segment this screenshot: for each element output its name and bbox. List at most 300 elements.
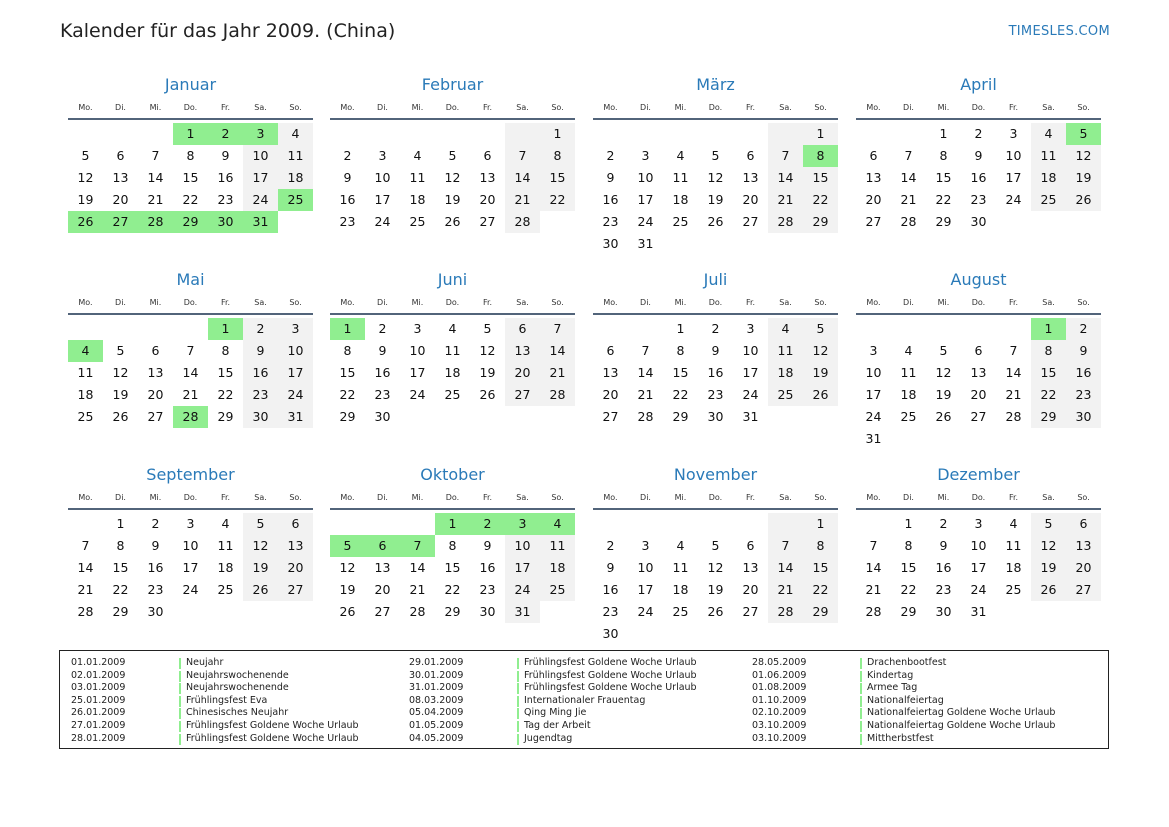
day-cell: 14: [182, 365, 199, 380]
week-row: [68, 406, 313, 428]
week-row: [68, 579, 313, 601]
day-cell: 17: [182, 560, 199, 575]
day-cell: 24: [637, 604, 654, 619]
header-rule: [856, 313, 1101, 315]
holiday-cell: 2: [208, 123, 243, 145]
weekday-label: Sa.: [254, 493, 267, 502]
day-cell: 27: [479, 214, 496, 229]
day-cell: 9: [483, 538, 492, 553]
holiday-cell: 1: [173, 123, 208, 145]
day-cell: 7: [505, 145, 540, 167]
day-cell: 24: [243, 189, 278, 211]
holiday-cell: 3: [505, 513, 540, 535]
empty-cell: [803, 233, 838, 255]
day-cell: 6: [151, 343, 160, 358]
month-2: [330, 74, 575, 233]
day-cell: 14: [637, 365, 654, 380]
weekday-label: So.: [289, 493, 302, 502]
empty-cell: [628, 623, 663, 645]
empty-cell: [663, 623, 698, 645]
weekday-label: Mi.: [674, 493, 687, 502]
legend-row: [409, 657, 697, 670]
legend-row: [71, 707, 359, 720]
weekday-label: Fr.: [745, 298, 756, 307]
brand-link[interactable]: TIMESLES.COM: [1008, 24, 1110, 39]
day-cell: 8: [221, 343, 230, 358]
month-12: [856, 464, 1101, 623]
empty-cell: [68, 513, 103, 535]
day-grid: [330, 513, 575, 623]
empty-cell: [698, 233, 733, 255]
week-row: [593, 233, 838, 255]
weekday-label: Mi.: [674, 298, 687, 307]
day-cell: 20: [374, 582, 391, 597]
holiday-date: 28.05.2009: [752, 657, 807, 668]
header-rule: [68, 508, 313, 510]
day-cell: 5: [116, 343, 125, 358]
day-cell: 12: [803, 340, 838, 362]
day-cell: 3: [746, 321, 755, 336]
weekday-label: Sa.: [779, 298, 792, 307]
day-cell: 25: [540, 579, 575, 601]
day-cell: 13: [374, 560, 391, 575]
week-row: [856, 535, 1101, 557]
weekday-label: Di.: [377, 103, 388, 112]
weekday-label: Do.: [708, 103, 723, 112]
holiday-cell: 31: [243, 211, 278, 233]
weekday-label: Fr.: [220, 103, 231, 112]
holiday-date: 26.01.2009: [71, 707, 126, 719]
holiday-cell: 4: [540, 513, 575, 535]
day-cell: 2: [606, 538, 615, 553]
day-cell: 5: [711, 148, 720, 163]
holiday-marker: [860, 658, 862, 669]
weekday-header: [68, 490, 313, 506]
empty-cell: [768, 233, 803, 255]
day-cell: 12: [1066, 145, 1101, 167]
day-cell: 7: [186, 343, 195, 358]
legend-row: [752, 695, 1055, 708]
day-cell: 5: [939, 343, 948, 358]
day-cell: 29: [935, 214, 952, 229]
day-cell: 16: [147, 560, 164, 575]
day-cell: 31: [505, 601, 540, 623]
weekday-label: Sa.: [1042, 298, 1055, 307]
holiday-name: Internationaler Frauentag: [524, 694, 646, 706]
day-cell: 9: [243, 340, 278, 362]
day-cell: 20: [479, 192, 496, 207]
day-cell: 18: [672, 192, 689, 207]
holiday-name: Nationalfeiertag Goldene Woche Urlaub: [867, 719, 1056, 731]
day-cell: 23: [602, 214, 619, 229]
month-name: Februar: [421, 75, 484, 94]
day-cell: 8: [540, 145, 575, 167]
holiday-cell: 3: [243, 123, 278, 145]
holiday-date: 03.10.2009: [752, 719, 807, 731]
empty-cell: [698, 123, 733, 145]
week-row: [856, 406, 1101, 428]
weekday-label: Do.: [183, 298, 198, 307]
week-row: [593, 362, 838, 384]
day-cell: 15: [672, 365, 689, 380]
legend-row: [752, 707, 1055, 720]
day-cell: 6: [483, 148, 492, 163]
day-cell: 15: [1031, 362, 1066, 384]
day-cell: 27: [865, 214, 882, 229]
empty-cell: [768, 623, 803, 645]
day-cell: 24: [505, 579, 540, 601]
holiday-date: 05.04.2009: [409, 707, 464, 719]
empty-cell: [733, 233, 768, 255]
week-row: [593, 579, 838, 601]
month-1: [68, 74, 313, 233]
weekday-label: Mo.: [340, 298, 355, 307]
weekday-label: Do.: [971, 103, 986, 112]
day-cell: 9: [939, 538, 948, 553]
header-rule: [593, 313, 838, 315]
day-cell: 5: [243, 513, 278, 535]
week-row: [68, 557, 313, 579]
holiday-cell: 5: [330, 535, 365, 557]
day-cell: 3: [378, 148, 387, 163]
week-row: [68, 340, 313, 362]
day-cell: 29: [444, 604, 461, 619]
day-cell: 11: [540, 535, 575, 557]
day-cell: 20: [742, 582, 759, 597]
day-cell: 21: [768, 189, 803, 211]
day-cell: 23: [339, 214, 356, 229]
day-cell: 25: [77, 409, 94, 424]
empty-cell: [628, 123, 663, 145]
weekday-label: So.: [551, 493, 564, 502]
day-cell: 10: [243, 145, 278, 167]
day-cell: 11: [409, 170, 426, 185]
day-cell: 14: [1005, 365, 1022, 380]
week-row: [593, 340, 838, 362]
day-cell: 16: [217, 170, 234, 185]
empty-cell: [173, 601, 208, 623]
holiday-name: Neujahrswochenende: [186, 682, 289, 694]
day-cell: 29: [672, 409, 689, 424]
day-cell: 23: [1066, 384, 1101, 406]
day-cell: 9: [343, 170, 352, 185]
day-cell: 6: [116, 148, 125, 163]
day-cell: 25: [1031, 189, 1066, 211]
week-row: [68, 601, 313, 623]
empty-cell: [435, 123, 470, 145]
week-row: [856, 167, 1101, 189]
month-name: Mai: [176, 270, 205, 289]
day-cell: 30: [243, 406, 278, 428]
day-cell: 3: [974, 516, 983, 531]
day-grid: [856, 513, 1101, 623]
day-cell: 9: [151, 538, 160, 553]
header-rule: [68, 313, 313, 315]
day-cell: 26: [1031, 579, 1066, 601]
week-row: [593, 318, 838, 340]
holiday-date: 27.01.2009: [71, 719, 126, 731]
weekday-label: So.: [1077, 493, 1090, 502]
empty-cell: [996, 211, 1031, 233]
weekday-label: So.: [814, 298, 827, 307]
day-cell: 5: [803, 318, 838, 340]
day-cell: 1: [676, 321, 685, 336]
empty-cell: [856, 513, 891, 535]
day-cell: 14: [77, 560, 94, 575]
day-cell: 19: [243, 557, 278, 579]
day-cell: 8: [904, 538, 913, 553]
holiday-date: 08.03.2009: [409, 694, 464, 706]
empty-cell: [1031, 428, 1066, 450]
header-rule: [330, 118, 575, 120]
weekday-label: Di.: [115, 493, 126, 502]
day-cell: 18: [278, 167, 313, 189]
holiday-cell: 7: [400, 535, 435, 557]
empty-cell: [768, 513, 803, 535]
day-cell: 30: [374, 409, 391, 424]
week-row: [68, 535, 313, 557]
weekday-label: Mo.: [340, 493, 355, 502]
day-cell: 12: [112, 365, 129, 380]
day-cell: 22: [1031, 384, 1066, 406]
empty-cell: [856, 318, 891, 340]
empty-cell: [926, 428, 961, 450]
day-cell: 21: [409, 582, 426, 597]
day-grid: [593, 123, 838, 255]
empty-cell: [243, 601, 278, 623]
page-title: Kalender für das Jahr 2009. (China): [60, 20, 396, 42]
day-cell: 11: [77, 365, 94, 380]
day-cell: 7: [768, 535, 803, 557]
month-6: [330, 269, 575, 428]
week-row: [593, 189, 838, 211]
day-cell: 22: [444, 582, 461, 597]
day-cell: 12: [243, 535, 278, 557]
holiday-marker: [517, 734, 519, 745]
day-cell: 15: [900, 560, 917, 575]
day-cell: 19: [479, 365, 496, 380]
week-row: [330, 384, 575, 406]
day-cell: 30: [707, 409, 724, 424]
weekday-label: Sa.: [779, 103, 792, 112]
day-cell: 4: [1031, 123, 1066, 145]
day-cell: 18: [217, 560, 234, 575]
day-cell: 20: [147, 387, 164, 402]
empty-cell: [208, 601, 243, 623]
empty-cell: [540, 601, 575, 623]
empty-cell: [365, 123, 400, 145]
week-row: [330, 406, 575, 428]
weekday-label: Mo.: [78, 493, 93, 502]
day-cell: 27: [970, 409, 987, 424]
day-cell: 21: [1005, 387, 1022, 402]
day-cell: 25: [672, 214, 689, 229]
day-cell: 3: [1009, 126, 1018, 141]
weekday-label: Fr.: [745, 103, 756, 112]
legend-row: [71, 733, 359, 746]
holiday-name: Frühlingsfest Goldene Woche Urlaub: [186, 732, 359, 744]
day-grid: [593, 318, 838, 428]
weekday-label: Mi.: [937, 298, 950, 307]
holiday-marker: [860, 708, 862, 719]
day-cell: 15: [935, 170, 952, 185]
day-cell: 1: [939, 126, 948, 141]
weekday-label: Do.: [445, 103, 460, 112]
header-rule: [330, 313, 575, 315]
day-cell: 28: [1005, 409, 1022, 424]
day-cell: 10: [374, 170, 391, 185]
empty-cell: [1066, 211, 1101, 233]
day-cell: 26: [1066, 189, 1101, 211]
empty-cell: [593, 123, 628, 145]
day-cell: 30: [970, 214, 987, 229]
legend-row: [752, 670, 1055, 683]
weekday-label: Sa.: [779, 493, 792, 502]
day-cell: 13: [278, 535, 313, 557]
day-cell: 29: [1031, 406, 1066, 428]
legend-row: [409, 733, 697, 746]
empty-cell: [330, 513, 365, 535]
weekday-header: [330, 100, 575, 116]
weekday-label: Di.: [115, 298, 126, 307]
day-cell: 7: [768, 145, 803, 167]
holiday-marker: [860, 683, 862, 694]
day-cell: 18: [1005, 560, 1022, 575]
day-cell: 26: [707, 604, 724, 619]
day-cell: 6: [606, 343, 615, 358]
day-cell: 24: [637, 214, 654, 229]
legend-row: [71, 720, 359, 733]
day-cell: 2: [711, 321, 720, 336]
day-cell: 25: [409, 214, 426, 229]
week-row: [593, 601, 838, 623]
day-cell: 8: [448, 538, 457, 553]
day-cell: 27: [742, 214, 759, 229]
day-cell: 29: [803, 211, 838, 233]
holiday-cell: 2: [470, 513, 505, 535]
weekday-label: Di.: [377, 493, 388, 502]
day-cell: 2: [243, 318, 278, 340]
day-cell: 6: [505, 318, 540, 340]
day-cell: 4: [1009, 516, 1018, 531]
week-row: [330, 340, 575, 362]
month-8: [856, 269, 1101, 450]
weekday-label: Di.: [640, 493, 651, 502]
week-row: [330, 535, 575, 557]
day-cell: 25: [768, 384, 803, 406]
weekday-label: Mo.: [78, 298, 93, 307]
empty-cell: [400, 406, 435, 428]
day-cell: 15: [182, 170, 199, 185]
week-row: [593, 145, 838, 167]
empty-cell: [138, 318, 173, 340]
day-cell: 1: [803, 513, 838, 535]
day-cell: 22: [803, 189, 838, 211]
day-grid: [856, 123, 1101, 233]
weekday-label: Fr.: [482, 493, 493, 502]
month-name: Oktober: [420, 465, 485, 484]
weekday-label: Fr.: [745, 493, 756, 502]
week-row: [68, 318, 313, 340]
weekday-label: Do.: [971, 298, 986, 307]
day-cell: 6: [869, 148, 878, 163]
day-cell: 26: [112, 409, 129, 424]
holiday-legend: [59, 650, 1109, 749]
weekday-label: Fr.: [220, 298, 231, 307]
day-cell: 18: [1031, 167, 1066, 189]
day-cell: 18: [540, 557, 575, 579]
holiday-marker: [517, 708, 519, 719]
day-cell: 2: [378, 321, 387, 336]
weekday-label: So.: [551, 103, 564, 112]
day-cell: 12: [444, 170, 461, 185]
day-cell: 4: [676, 538, 685, 553]
legend-row: [752, 733, 1055, 746]
holiday-name: Frühlingsfest Eva: [186, 694, 268, 706]
holiday-cell: 26: [68, 211, 103, 233]
day-cell: 27: [374, 604, 391, 619]
day-cell: 17: [1005, 170, 1022, 185]
holiday-cell: 8: [803, 145, 838, 167]
week-row: [856, 362, 1101, 384]
day-cell: 1: [904, 516, 913, 531]
week-row: [856, 557, 1101, 579]
empty-cell: [103, 318, 138, 340]
day-cell: 2: [606, 148, 615, 163]
day-cell: 25: [672, 604, 689, 619]
month-7: [593, 269, 838, 428]
weekday-label: Mi.: [149, 298, 162, 307]
day-grid: [68, 123, 313, 233]
day-cell: 31: [970, 604, 987, 619]
empty-cell: [278, 601, 313, 623]
day-cell: 17: [505, 557, 540, 579]
holiday-date: 31.01.2009: [409, 682, 464, 694]
weekday-label: Mo.: [603, 493, 618, 502]
day-cell: 10: [637, 560, 654, 575]
empty-cell: [365, 513, 400, 535]
weekday-label: Do.: [708, 298, 723, 307]
month-11: [593, 464, 838, 645]
day-cell: 5: [483, 321, 492, 336]
weekday-label: Mo.: [866, 493, 881, 502]
day-cell: 27: [602, 409, 619, 424]
day-cell: 10: [278, 340, 313, 362]
weekday-label: So.: [289, 298, 302, 307]
day-cell: 21: [182, 387, 199, 402]
weekday-label: Sa.: [254, 103, 267, 112]
weekday-header: [68, 100, 313, 116]
empty-cell: [138, 123, 173, 145]
holiday-date: 04.05.2009: [409, 732, 464, 744]
day-cell: 7: [1009, 343, 1018, 358]
empty-cell: [891, 123, 926, 145]
empty-cell: [733, 513, 768, 535]
week-row: [593, 623, 838, 645]
day-cell: 28: [900, 214, 917, 229]
empty-cell: [540, 406, 575, 428]
week-row: [593, 406, 838, 428]
month-name: April: [960, 75, 997, 94]
holiday-marker: [179, 658, 181, 669]
day-cell: 25: [1005, 582, 1022, 597]
empty-cell: [663, 513, 698, 535]
weekday-label: Mi.: [674, 103, 687, 112]
weekday-label: Di.: [903, 493, 914, 502]
weekday-label: Di.: [640, 298, 651, 307]
day-cell: 11: [444, 343, 461, 358]
day-cell: 20: [505, 362, 540, 384]
